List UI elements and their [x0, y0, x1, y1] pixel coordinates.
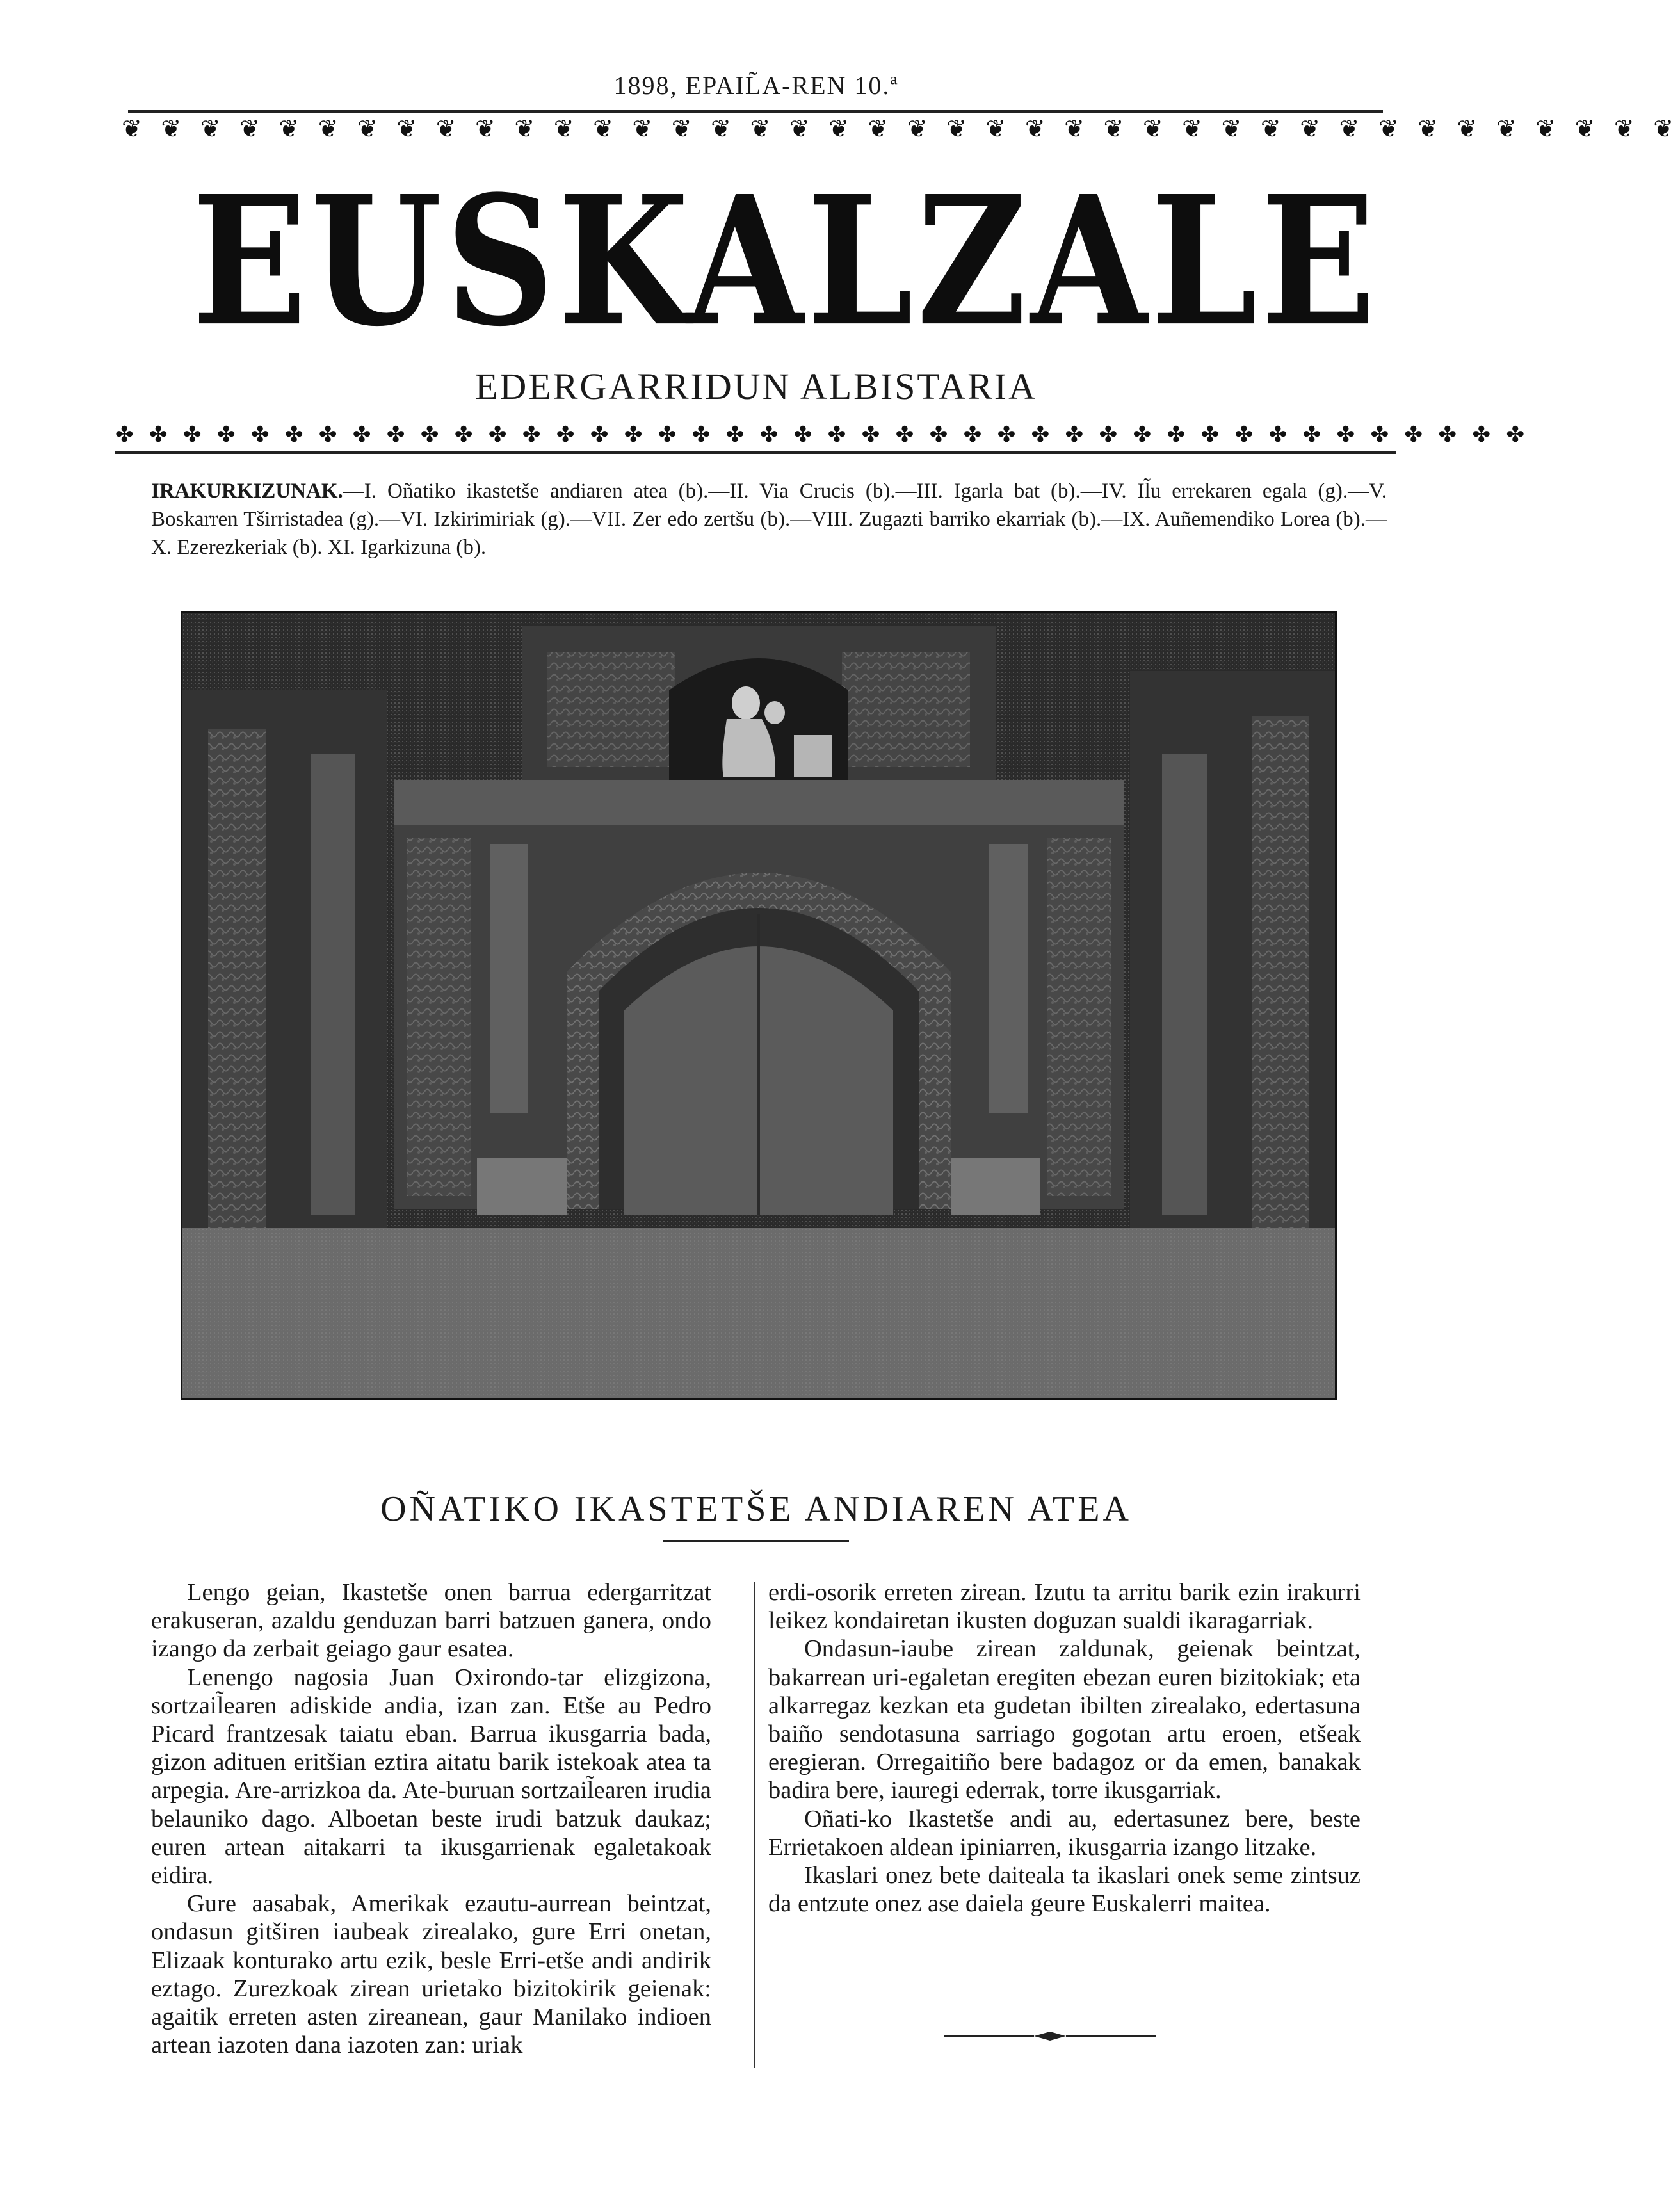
column-divider: [754, 1582, 755, 2068]
masthead-subtitle: EDERGARRIDUN ALBISTARIA: [475, 366, 1037, 407]
portal-photograph-illustration: [182, 613, 1335, 1398]
toc-heading: IRAKURKIZUNAK.: [151, 480, 343, 503]
paragraph: Lenengo nagosia Juan Oxirondo-tar elizgizona, sortzail̃earen adiskide andia, izan zan. Etše au Pedro Picard frantzesak taiatu eban. Barrua ikusgarria bada, gizon adituen eritšian eztira aitatu barik istekoak atea ta arpegia. Are-arrizkoa da. Ate-buruan sortzail̃earen irudia belauniko dago. Alboetan beste irudi batzuk daukaz; euren artean aitakarri ta ikusgarrienak egaletakoak eidira.: [151, 1663, 711, 1890]
portal-photograph: [181, 611, 1337, 1400]
top-rule: [128, 110, 1383, 113]
paragraph: Lengo geian, Ikastetše onen barrua edergarritzat erakuseran, azaldu genduzan barri batzuen ganera, ondo izango da zerbait geiago gaur esatea.: [151, 1579, 711, 1663]
table-of-contents: [151, 477, 1387, 562]
paragraph: Gure aasabak, Amerikak ezautu-aurrean beintzat, ondasun gitširen iaubeak zirealako, gure Erri onetan, Elizaak konturako artu ezik, besle Erri-etše andi andirik eztago. Zurezkoak zirean urietako bizitokirik geienak: agaitik erreten asten zireanean, gaur Manilako indioen artean iazoten dana iazoten zan: uriak: [151, 1890, 711, 2059]
toc-entries: —I. Oñatiko ikastetše andiaren atea (b).—II. Via Crucis (b).—III. Igarla bat (b).—IV. Il̃u errekaren egala (g).—V. Boskarren Tširristadea (g).—VI. Izkirimiriak (g).—VII. Zer edo zertšu (b).—VIII. Zugazti barriko ekarriak (b).—IX. Auñemendiko Lorea (b).—X. Ezerezkeriak (b). XI. Igarkizuna (b).: [151, 480, 1387, 559]
end-ornament: [944, 2030, 1156, 2043]
title-rule: [663, 1540, 849, 1542]
masthead-title: EUSKALZALE: [192, 157, 1380, 366]
paragraph: Oñati-ko Ikastetše andi au, edertasunez bere, beste Errietakoen aldean ipiniarren, ikusgarria izango litzake.: [768, 1805, 1361, 1861]
issue-date: 1898, EPAIL̃A-REN 10.ª: [613, 71, 899, 100]
article-column-right: [768, 1578, 1361, 1918]
article-column-left: [151, 1578, 711, 2059]
header-bottom-rule: [115, 451, 1396, 454]
ornament-border-bottom: ✤ ✤ ✤ ✤ ✤ ✤ ✤ ✤ ✤ ✤ ✤ ✤ ✤ ✤ ✤ ✤ ✤ ✤ ✤ ✤ ✤ ✤ ✤ ✤ ✤ ✤ ✤ ✤ ✤ ✤ ✤ ✤ ✤ ✤ ✤ ✤ ✤ ✤ ✤ ✤ ✤ ✤: [115, 423, 1530, 447]
paragraph: erdi-osorik erreten zirean. Izutu ta arritu barik ezin irakurri leikez kondairetan ikusten doguzan sualdi ikaragarriak.: [768, 1579, 1361, 1635]
ornament-border-top: ❦ ❦ ❦ ❦ ❦ ❦ ❦ ❦ ❦ ❦ ❦ ❦ ❦ ❦ ❦ ❦ ❦ ❦ ❦ ❦ ❦ ❦ ❦ ❦ ❦ ❦ ❦ ❦ ❦ ❦ ❦ ❦ ❦ ❦ ❦ ❦ ❦ ❦ ❦ ❦: [122, 116, 1680, 143]
paragraph: Ondasun-iaube zirean zaldunak, geienak beintzat, bakarrean uri-egaletan eregiten ebezan euren bizitokiak; eta alkarregaz kezkan eta gudetan ibilten zirealako, edertasuna baiño sendotasuna sarriago gogotan artu eroen, etšeak eregieran. Orregaitiño bere badagoz or da emen, banakak badira bere, iauregi ederrak, torre ikusgarriak.: [768, 1635, 1361, 1804]
paragraph: Ikaslari onez bete daiteala ta ikaslari onek seme zintsuz da entzute onez ase daiela geure Euskalerri maitea.: [768, 1862, 1361, 1918]
article-title: OÑATIKO IKASTETŠE ANDIAREN ATEA: [380, 1489, 1132, 1529]
